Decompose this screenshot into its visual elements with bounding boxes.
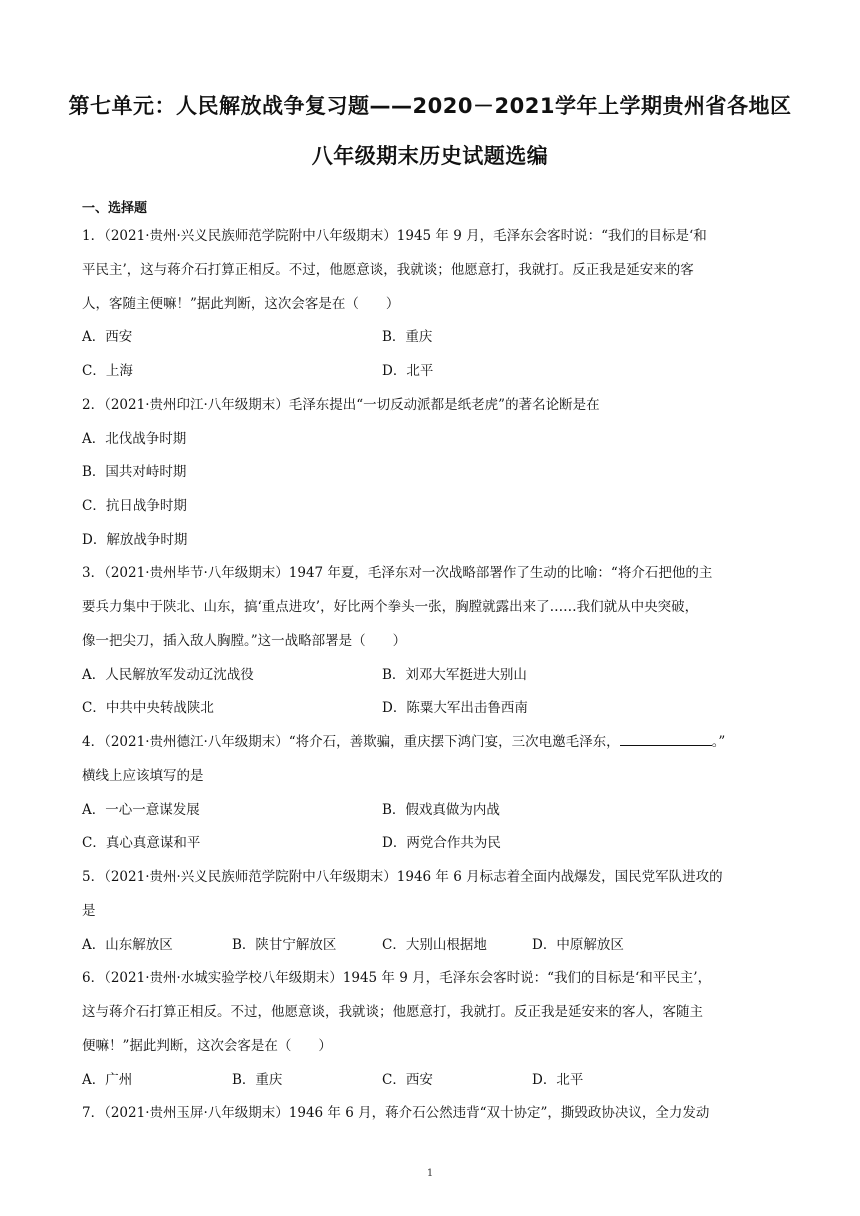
question-1-option-d: D．北平 [382, 363, 434, 379]
question-6-option-b: B．重庆 [232, 1072, 283, 1088]
question-4-option-b: B．假戏真做为内战 [382, 802, 500, 818]
question-6-option-a: A．广州 [82, 1072, 133, 1088]
question-6-line-3: 便嘛！”据此判断，这次会客是在（ ） [82, 1038, 332, 1054]
document-title-line-1: 第七单元：人民解放战争复习题——2020－2021学年上学期贵州省各地区 [68, 94, 792, 118]
question-5-line-2: 是 [82, 903, 96, 919]
question-3-option-b: B．刘邓大军挺进大别山 [382, 667, 527, 683]
question-7-line-1: 7．（2021·贵州玉屏·八年级期末）1946 年 6 月，蒋介石公然违背“双十协定”，撕毁政协决议，全力发动 [82, 1105, 710, 1121]
question-3-option-a: A．人民解放军发动辽沈战役 [82, 667, 254, 683]
question-1-option-b: B．重庆 [382, 329, 433, 345]
question-3-option-d: D．陈粟大军出击鲁西南 [382, 700, 528, 716]
question-1-line-1: 1．（2021·贵州·兴义民族师范学院附中八年级期末）1945 年 9 月，毛泽东会客时说：“我们的目标是‘和 [82, 228, 707, 244]
question-3-option-c: C．中共中央转战陕北 [82, 700, 214, 716]
question-4-stem: 4．（2021·贵州德江·八年级期末）“将介石，善欺骗，重庆摆下鸿门宴，三次电邀毛泽东， [82, 734, 620, 750]
question-2-option-b: B．国共对峙时期 [82, 464, 187, 480]
question-6-line-2: 这与蒋介石打算正相反。不过，他愿意谈，我就谈；他愿意打，我就打。反正我是延安来的客人，客随主 [82, 1004, 703, 1020]
question-2-option-a: A．北伐战争时期 [82, 431, 187, 447]
question-3-line-1: 3．（2021·贵州毕节·八年级期末）1947 年夏，毛泽东对一次战略部署作了生动的比喻：“将介石把他的主 [82, 565, 713, 581]
question-4-line-2: 横线上应该填写的是 [82, 768, 204, 784]
question-1-line-2: 平民主’，这与蒋介石打算正相反。不过，他愿意谈，我就谈；他愿意打，我就打。反正我是延安来的客 [82, 262, 694, 278]
question-6-option-d: D．北平 [532, 1072, 584, 1088]
section-heading: 一、选择题 [82, 201, 148, 216]
question-5-option-c: C．大别山根据地 [382, 937, 487, 953]
page-number: 1 [426, 1168, 434, 1179]
question-6-line-1: 6．（2021·贵州·水城实验学校八年级期末）1945 年 9 月，毛泽东会客时说：“我们的目标是‘和平民主’， [82, 970, 712, 986]
question-1-line-3: 人，客随主便嘛！”据此判断，这次会客是在（ ） [82, 296, 400, 312]
question-5-option-b: B．陕甘宁解放区 [232, 937, 337, 953]
question-6-option-c: C．西安 [382, 1072, 433, 1088]
question-2-line-1: 2．（2021·贵州印江·八年级期末）毛泽东提出“一切反动派都是纸老虎”的著名论断是在 [82, 397, 600, 413]
answer-blank [620, 733, 712, 746]
question-4-line-1 [82, 733, 782, 751]
question-3-line-2: 要兵力集中于陕北、山东，搞‘重点进攻’，好比两个拳头一张，胸膛就露出来了……我们就从中央突破， [82, 599, 699, 615]
question-2-option-d: D．解放战争时期 [82, 532, 188, 548]
question-1-option-c: C．上海 [82, 363, 133, 379]
question-4-option-a: A．一心一意谋发展 [82, 802, 200, 818]
question-1-option-a: A．西安 [82, 329, 133, 345]
question-5-line-1: 5．（2021·贵州·兴义民族师范学院附中八年级期末）1946 年 6 月标志着全面内战爆发，国民党军队进攻的 [82, 869, 723, 885]
document-title-line-2: 八年级期末历史试题选编 [311, 144, 549, 168]
question-4-option-c: C．真心真意谋和平 [82, 835, 201, 851]
question-4-option-d: D．两党合作共为民 [382, 835, 501, 851]
question-5-option-a: A．山东解放区 [82, 937, 173, 953]
question-3-line-3: 像一把尖刀，插入敌人胸膛。”这一战略部署是（ ） [82, 633, 407, 649]
question-2-option-c: C．抗日战争时期 [82, 498, 187, 514]
question-5-option-d: D．中原解放区 [532, 937, 624, 953]
question-4-stem-end: 。” [711, 734, 726, 750]
